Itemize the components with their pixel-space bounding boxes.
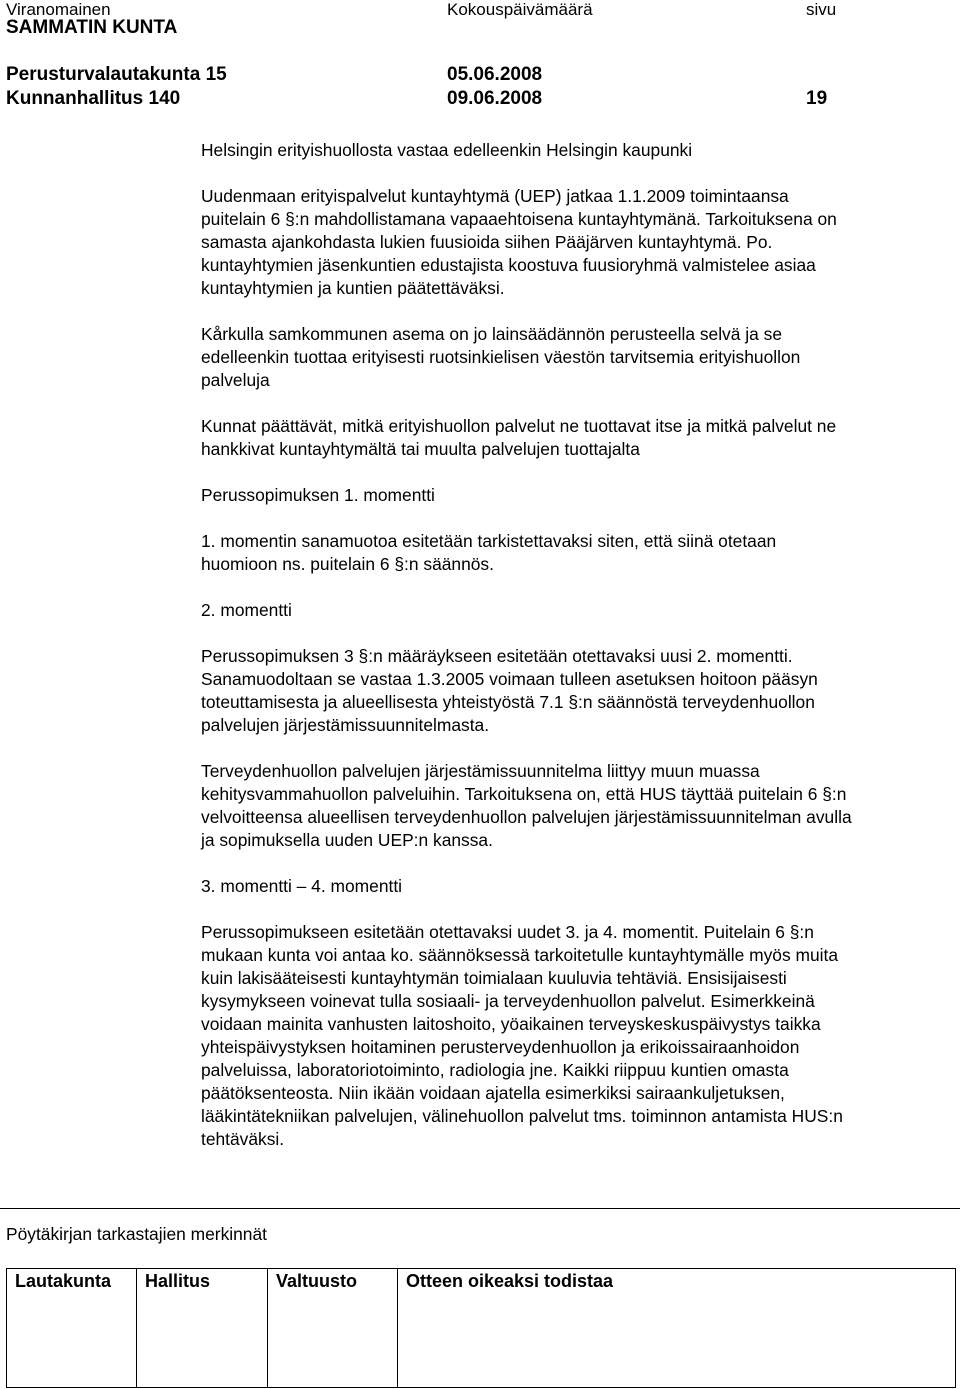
paragraph: Perussopimuksen 1. momentti bbox=[201, 485, 435, 505]
signature-cell-hallitus: Hallitus bbox=[137, 1269, 268, 1387]
paragraph: Uudenmaan erityispalvelut kuntayhtymä (UEP) jatkaa 1.1.2009 toimintaansa puitelain 6 §:n mahdollistamana vapaaehtoisena kuntayhtymänä. Tarkoituksena on samasta ajankohdasta lukien fuusioida siihen Pääjärven kuntayhtymä. Po. kuntayhtymien jäsenkuntien edustajista koostuva fuusioryhmä valmistelee asiaa kuntayhtymien ja kuntien päätettäväksi. bbox=[201, 186, 837, 298]
signature-table bbox=[6, 1268, 956, 1388]
signature-cell-certified: Otteen oikeaksi todistaa bbox=[406, 1271, 614, 1291]
signature-cell-lautakunta: Lautakunta bbox=[7, 1269, 137, 1387]
page-number: 19 bbox=[806, 88, 828, 109]
committee-2-date: 09.06.2008 bbox=[447, 88, 543, 109]
paragraph: 2. momentti bbox=[201, 600, 292, 620]
paragraph: 1. momentin sanamuotoa esitetään tarkistettavaksi siten, että siinä otetaan huomioon ns. puitelain 6 §:n säännös. bbox=[201, 531, 777, 574]
page-label: sivu bbox=[806, 0, 837, 19]
paragraph: 3. momentti – 4. momentti bbox=[201, 876, 403, 896]
committee-2: Kunnanhallitus 140 bbox=[6, 88, 181, 109]
paragraph: Kunnat päättävät, mitkä erityishuollon palvelut ne tuottavat itse ja mitkä palvelut ne hankkivat kuntayhtymältä tai muulta palvelujen tuottajalta bbox=[201, 416, 837, 459]
organization-name: SAMMATIN KUNTA bbox=[6, 17, 178, 38]
meeting-date-label: Kokouspäivämäärä bbox=[447, 0, 593, 19]
committee-1-date: 05.06.2008 bbox=[447, 64, 543, 85]
paragraph: Helsingin erityishuollosta vastaa edelleenkin Helsingin kaupunki bbox=[201, 140, 693, 160]
document-body bbox=[201, 139, 959, 1174]
paragraph: Perussopimuksen 3 §:n määräykseen esitetään otettavaksi uusi 2. momentti. Sanamuodoltaan se vastaa 1.3.2005 voimaan tulleen asetuksen hoitoon pääsyn toteuttamisesta ja alueellisesta yhteistyöstä 7.1 §:n säännöstä terveydenhuollon palvelujen järjestämissuunnitelmasta. bbox=[201, 646, 818, 735]
committee-1: Perusturvalautakunta 15 bbox=[6, 64, 227, 85]
reviewers-label: Pöytäkirjan tarkastajien merkinnät bbox=[6, 1224, 267, 1244]
signature-cell-valtuusto: Valtuusto bbox=[268, 1269, 398, 1387]
footer-divider bbox=[0, 1208, 960, 1209]
paragraph: Terveydenhuollon palvelujen järjestämissuunnitelma liittyy muun muassa kehitysvammahuollon palveluihin. Tarkoituksena on, että HUS täyttää puitelain 6 §:n velvoitteensa alueellisen terveydenhuollon palvelujen järjestämissuunnitelman avulla ja sopimuksella uuden UEP:n kanssa. bbox=[201, 761, 852, 850]
paragraph: Kårkulla samkommunen asema on jo lainsäädännön perusteella selvä ja se edelleenkin tuottaa erityisesti ruotsinkielisen väestön tarvitsemia erityishuollon palveluja bbox=[201, 324, 801, 390]
paragraph: Perussopimukseen esitetään otettavaksi uudet 3. ja 4. momentit. Puitelain 6 §:n mukaan kunta voi antaa ko. säännöksessä tarkoitetulle kuntayhtymälle myös muita kuin lakisääteisesti kuntayhtymän toimialaan kuuluvia tehtäviä. Ensisijaisesti kysymykseen voinevat tulla sosiaali- ja terveydenhuollon palvelut. Esimerkkeinä voidaan mainita vanhusten laitoshoito, yöaikainen terveyskeskuspäivystys taikka yhteispäivystyksen hoitaminen perusterveydenhuollon ja erikoissairaanhoidon palveluissa, laboratoriotoiminto, radiologia jne. Kaikki riippuu kuntien omasta päätöksenteosta. Niin ikään voidaan ajatella esimerkiksi sairaankuljetuksen, lääkintätekniikan palvelujen, välinehuollon palvelut tms. toiminnon antamista HUS:n tehtäväksi. bbox=[201, 922, 843, 1149]
author-label: Viranomainen bbox=[6, 0, 111, 19]
